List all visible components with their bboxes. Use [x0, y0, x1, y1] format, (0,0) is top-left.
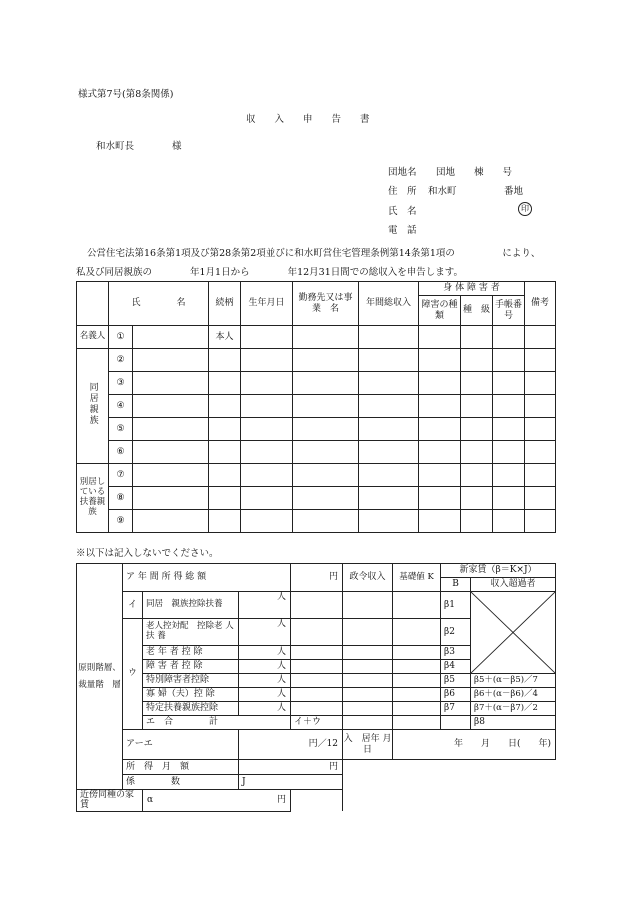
e-value: イ＋ウ — [291, 716, 343, 730]
label-e: エ 合 計 — [143, 716, 291, 730]
cell[interactable] — [525, 464, 556, 487]
cell[interactable] — [419, 441, 461, 464]
cell[interactable] — [293, 418, 359, 441]
cell[interactable] — [461, 510, 493, 533]
formula-1: β5＋(α－β5)／7 — [471, 674, 556, 688]
cell[interactable] — [291, 619, 343, 646]
cell[interactable] — [291, 674, 343, 688]
cell[interactable] — [525, 395, 556, 418]
new-rent: 新家賃（β＝K×J） — [441, 564, 556, 578]
coefficient: 係 数 — [123, 775, 239, 790]
cell[interactable] — [293, 487, 359, 510]
cell[interactable] — [393, 619, 441, 646]
cell[interactable] — [133, 372, 209, 395]
row-number: ⑤ — [109, 418, 133, 441]
form-number: 様式第7号(第8条関係) — [78, 89, 174, 100]
intro-line-2: 私及び同居親族の 年1月1日から 年12月31日間での総収入を申告します。 — [76, 267, 464, 278]
household-table — [76, 281, 556, 533]
cell[interactable] — [359, 349, 419, 372]
cell[interactable] — [133, 464, 209, 487]
cell[interactable] — [393, 674, 441, 688]
cell[interactable] — [209, 349, 241, 372]
cell[interactable] — [209, 487, 241, 510]
cell[interactable] — [493, 418, 525, 441]
govt-income: 政令収入 — [343, 564, 393, 592]
widow: 寡 婦（夫）控 除 — [143, 688, 239, 702]
nin: 人 — [239, 646, 291, 660]
cell[interactable] — [343, 646, 393, 660]
cell[interactable] — [343, 592, 393, 619]
cell[interactable] — [209, 464, 241, 487]
cell[interactable] — [493, 395, 525, 418]
cell[interactable] — [461, 395, 493, 418]
name-cell[interactable] — [133, 326, 209, 349]
cell[interactable] — [209, 418, 241, 441]
address-label: 住 所 — [388, 186, 417, 197]
cell[interactable] — [525, 441, 556, 464]
cell[interactable] — [359, 510, 419, 533]
cell[interactable] — [241, 418, 293, 441]
row-number: ⑥ — [109, 441, 133, 464]
phone-label: 電 話 — [388, 225, 417, 236]
cell[interactable] — [461, 418, 493, 441]
cell[interactable] — [441, 716, 471, 730]
cell[interactable] — [343, 688, 393, 702]
cell[interactable] — [359, 395, 419, 418]
b-col: B — [441, 578, 471, 592]
danchi-label: 団地名 — [388, 167, 417, 178]
row-number: ② — [109, 349, 133, 372]
cell[interactable] — [393, 716, 441, 730]
cell[interactable] — [241, 326, 293, 349]
label-i: イ — [123, 592, 143, 619]
beta-8: β8 — [471, 716, 556, 730]
group-separate: 別居している扶養親族 — [77, 464, 109, 533]
name-label: 氏 名 — [388, 206, 417, 217]
document-title: 収 入 申 告 書 — [246, 114, 370, 125]
header-remarks: 備考 — [525, 282, 556, 326]
cell[interactable] — [525, 418, 556, 441]
row-number: ⑧ — [109, 487, 133, 510]
header-work: 勤務先又は事 業 名 — [293, 282, 359, 326]
cell[interactable] — [291, 702, 343, 716]
header-dis-grade: 種 級 — [461, 296, 493, 326]
cell[interactable] — [461, 326, 493, 349]
cell[interactable] — [359, 372, 419, 395]
monthly-income: 所 得 月 額 — [123, 760, 239, 775]
move-in-date: 年 月 日( 年) — [393, 730, 556, 760]
cell[interactable] — [133, 418, 209, 441]
move-in: 入 居年 月 日 — [343, 730, 393, 760]
cell[interactable] — [293, 464, 359, 487]
formula-2: β6＋(α－β6)／4 — [471, 688, 556, 702]
cell[interactable] — [293, 326, 359, 349]
cell[interactable] — [393, 702, 441, 716]
intro-line-1: 公営住宅法第16条第1項及び第28条第2項並びに和水町営住宅管理条例第14条第1項の により、 — [87, 248, 541, 259]
cell[interactable] — [419, 487, 461, 510]
row-number: ③ — [109, 372, 133, 395]
danchi-value: 団地 棟 号 — [436, 167, 513, 178]
nin: 人 — [239, 674, 291, 688]
group-cohabit: 同居親族 — [87, 382, 98, 427]
cell[interactable] — [133, 441, 209, 464]
row-number: ⑨ — [109, 510, 133, 533]
cell[interactable] — [343, 619, 393, 646]
alpha: α — [147, 795, 154, 806]
label-u: ウ — [123, 619, 143, 730]
header-disability: 身 体 障 害 者 — [419, 282, 525, 296]
elder-spouse: 老人控対配 控除老 人 扶 養 — [143, 619, 239, 646]
nearby-rent: 近傍同種の家賃 — [77, 790, 143, 812]
cell[interactable] — [493, 372, 525, 395]
header-dis-type: 障害の種 類 — [419, 296, 461, 326]
beta-6: β6 — [441, 688, 471, 702]
nin: 人 — [239, 592, 291, 619]
cell[interactable] — [241, 487, 293, 510]
row-number: ⑦ — [109, 464, 133, 487]
cell[interactable] — [359, 464, 419, 487]
cell[interactable] — [209, 510, 241, 533]
cell[interactable] — [419, 395, 461, 418]
crossed-cell — [471, 592, 556, 674]
seal-icon: 印 — [518, 202, 532, 216]
cell[interactable] — [525, 510, 556, 533]
cell[interactable] — [419, 510, 461, 533]
blank-area — [343, 760, 556, 812]
cell[interactable] — [493, 349, 525, 372]
cell[interactable] — [359, 441, 419, 464]
cell[interactable] — [343, 674, 393, 688]
note: ※以下は記入しないでください。 — [76, 548, 219, 559]
cell[interactable] — [493, 326, 525, 349]
cell[interactable] — [209, 441, 241, 464]
cell[interactable] — [525, 487, 556, 510]
cell[interactable] — [419, 372, 461, 395]
cell[interactable] — [293, 510, 359, 533]
beta-2: β2 — [441, 619, 471, 646]
header-dis-no: 手帳番号 — [493, 296, 525, 326]
cell[interactable] — [293, 395, 359, 418]
cell[interactable] — [525, 326, 556, 349]
formula-3: β7＋(α－β7)／2 — [471, 702, 556, 716]
cell[interactable] — [419, 349, 461, 372]
base-value: 基礎値 K — [393, 564, 441, 592]
cell[interactable] — [461, 349, 493, 372]
beta-7: β7 — [441, 702, 471, 716]
cell[interactable] — [393, 688, 441, 702]
cell[interactable] — [209, 372, 241, 395]
nin: 人 — [239, 688, 291, 702]
ae-value: 円／12 — [239, 730, 343, 760]
cell[interactable] — [359, 487, 419, 510]
cell[interactable] — [461, 487, 493, 510]
header-relation: 続柄 — [209, 282, 241, 326]
beta-3: β3 — [441, 646, 471, 660]
excess: 収入超過者 — [471, 578, 556, 592]
cell[interactable] — [291, 660, 343, 674]
cell[interactable] — [419, 326, 461, 349]
cell[interactable] — [241, 464, 293, 487]
cell[interactable] — [133, 349, 209, 372]
yen-a: 円 — [291, 564, 343, 592]
nin: 人 — [239, 660, 291, 674]
nin: 人 — [239, 619, 291, 646]
cell[interactable] — [525, 349, 556, 372]
cell[interactable] — [493, 441, 525, 464]
cell[interactable] — [493, 510, 525, 533]
calculation-table — [76, 563, 556, 812]
cell[interactable] — [461, 464, 493, 487]
cell[interactable] — [241, 372, 293, 395]
cell[interactable] — [133, 395, 209, 418]
cell[interactable] — [241, 349, 293, 372]
coefficient-value: J — [239, 775, 343, 790]
cell[interactable] — [291, 592, 343, 619]
label-ae: アーエ — [123, 730, 239, 760]
cell[interactable] — [419, 418, 461, 441]
cell[interactable] — [461, 372, 493, 395]
cell[interactable] — [241, 441, 293, 464]
cross-out — [471, 592, 555, 673]
group-nominal: 名義人 — [77, 326, 109, 349]
yen-monthly: 円 — [239, 760, 343, 775]
beta-4: β4 — [441, 660, 471, 674]
row-number: ① — [109, 326, 133, 349]
cell[interactable] — [291, 688, 343, 702]
cell[interactable] — [241, 395, 293, 418]
header-birth: 生年月日 — [241, 282, 293, 326]
cell[interactable] — [419, 464, 461, 487]
cell[interactable] — [241, 510, 293, 533]
cell[interactable] — [393, 660, 441, 674]
header-income: 年間総収入 — [359, 282, 419, 326]
cell[interactable] — [493, 487, 525, 510]
cell[interactable] — [393, 592, 441, 619]
special-dep: 特定扶養親族控除 — [143, 702, 239, 716]
cell[interactable] — [343, 716, 393, 730]
cell[interactable] — [293, 441, 359, 464]
self-relation: 本人 — [209, 326, 241, 349]
cell[interactable] — [343, 702, 393, 716]
cell[interactable] — [133, 510, 209, 533]
cell[interactable] — [291, 646, 343, 660]
yen-nearby: 円 — [277, 795, 287, 806]
cell[interactable] — [293, 372, 359, 395]
addressee: 和水町長 様 — [96, 141, 182, 152]
header-name: 氏 名 — [109, 282, 209, 326]
special-dis: 特別障害者控除 — [143, 674, 239, 688]
cell[interactable] — [493, 464, 525, 487]
i-text: 同居 親族控除扶養 — [143, 592, 239, 619]
cell[interactable] — [525, 372, 556, 395]
cell[interactable] — [461, 441, 493, 464]
cell[interactable] — [293, 349, 359, 372]
cell[interactable] — [133, 487, 209, 510]
cell[interactable] — [359, 326, 419, 349]
beta-5: β5 — [441, 674, 471, 688]
cell[interactable] — [393, 646, 441, 660]
address-value: 和水町 番地 — [428, 186, 524, 197]
side-label: 原則階層、裁量階 層 — [77, 564, 123, 790]
label-a: ア 年 間 所 得 総 額 — [123, 564, 291, 592]
disabled: 障 害 者 控 除 — [143, 660, 239, 674]
nearby-rent-value — [143, 790, 291, 812]
cell[interactable] — [359, 418, 419, 441]
elder: 老 年 者 控 除 — [143, 646, 239, 660]
cell[interactable] — [343, 660, 393, 674]
row-number: ④ — [109, 395, 133, 418]
cell[interactable] — [209, 395, 241, 418]
nin: 人 — [239, 702, 291, 716]
beta-1: β1 — [441, 592, 471, 619]
